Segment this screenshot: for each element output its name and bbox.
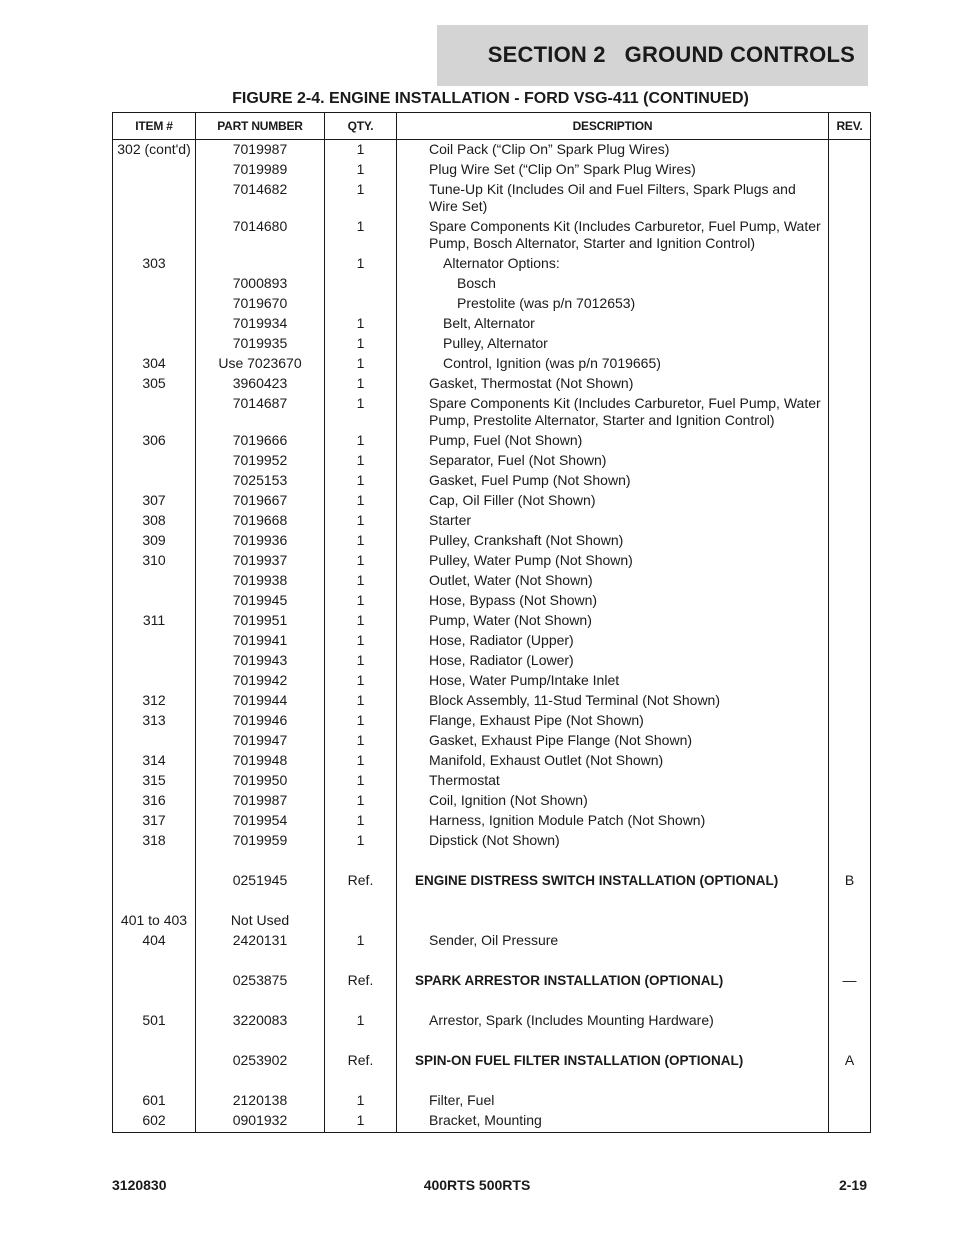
table-row <box>113 431 871 451</box>
part-number-cell: 7025153 <box>196 471 325 491</box>
qty-cell: 1 <box>325 711 397 731</box>
rev-cell <box>829 491 871 511</box>
item-cell: 307 <box>113 491 196 511</box>
rev-cell <box>829 771 871 791</box>
table-row <box>113 751 871 771</box>
rev-cell <box>829 451 871 471</box>
rev-cell <box>829 140 871 160</box>
spacer-cell <box>325 1071 397 1091</box>
table-row <box>113 374 871 394</box>
description-cell: SPIN-ON FUEL FILTER INSTALLATION (OPTIONAL) <box>397 1051 829 1071</box>
part-number-cell: 7019987 <box>196 140 325 160</box>
table-row <box>113 651 871 671</box>
qty-cell: 1 <box>325 451 397 471</box>
rev-cell <box>829 354 871 374</box>
item-cell <box>113 871 196 891</box>
description-cell: Gasket, Thermostat (Not Shown) <box>397 374 829 394</box>
item-cell <box>113 1051 196 1071</box>
table-row <box>113 771 871 791</box>
part-number-cell: 7019954 <box>196 811 325 831</box>
table-row <box>113 691 871 711</box>
spacer-cell <box>196 1071 325 1091</box>
qty-cell: Ref. <box>325 871 397 891</box>
table-row <box>113 354 871 374</box>
spacer-cell <box>325 1031 397 1051</box>
qty-cell: 1 <box>325 671 397 691</box>
description-cell: Gasket, Exhaust Pipe Flange (Not Shown) <box>397 731 829 751</box>
table-row <box>113 731 871 751</box>
item-cell: 404 <box>113 931 196 951</box>
table-row <box>113 394 871 431</box>
item-cell <box>113 471 196 491</box>
qty-cell: 1 <box>325 334 397 354</box>
spacer-cell <box>196 891 325 911</box>
table-spacer-row <box>113 1071 871 1091</box>
description-cell: Hose, Water Pump/Intake Inlet <box>397 671 829 691</box>
qty-cell: 1 <box>325 611 397 631</box>
footer-model: 400RTS 500RTS <box>423 1177 531 1193</box>
item-cell <box>113 591 196 611</box>
spacer-cell <box>397 851 829 871</box>
rev-cell: B <box>829 871 871 891</box>
description-cell: Control, Ignition (was p/n 7019665) <box>397 354 829 374</box>
rev-cell <box>829 314 871 334</box>
rev-cell <box>829 591 871 611</box>
table-row <box>113 451 871 471</box>
qty-cell: 1 <box>325 140 397 160</box>
footer-page-number: 2-19 <box>838 1177 867 1193</box>
rev-cell <box>829 691 871 711</box>
spacer-cell <box>397 951 829 971</box>
table-row <box>113 491 871 511</box>
part-number-cell: 7014682 <box>196 180 325 217</box>
table-spacer-row <box>113 951 871 971</box>
table-row <box>113 811 871 831</box>
spacer-cell <box>113 891 196 911</box>
table-row <box>113 160 871 180</box>
part-number-cell: 7019951 <box>196 611 325 631</box>
description-cell: Bracket, Mounting <box>397 1111 829 1133</box>
qty-cell: 1 <box>325 394 397 431</box>
item-cell <box>113 631 196 651</box>
part-number-cell: 7019944 <box>196 691 325 711</box>
description-cell: Gasket, Fuel Pump (Not Shown) <box>397 471 829 491</box>
qty-cell: 1 <box>325 931 397 951</box>
item-cell <box>113 971 196 991</box>
item-cell: 310 <box>113 551 196 571</box>
part-number-cell: 2120138 <box>196 1091 325 1111</box>
table-row <box>113 931 871 951</box>
rev-cell <box>829 531 871 551</box>
table-row <box>113 711 871 731</box>
description-cell <box>397 911 829 931</box>
part-number-cell: 7019989 <box>196 160 325 180</box>
part-number-cell: 7019670 <box>196 294 325 314</box>
part-number-cell: 2420131 <box>196 931 325 951</box>
table-row <box>113 631 871 651</box>
part-number-cell: 7019943 <box>196 651 325 671</box>
table-section-row <box>113 971 871 991</box>
table-row <box>113 671 871 691</box>
spacer-cell <box>196 991 325 1011</box>
part-number-cell: 7019947 <box>196 731 325 751</box>
description-cell: Hose, Radiator (Upper) <box>397 631 829 651</box>
qty-cell: 1 <box>325 160 397 180</box>
item-cell: 308 <box>113 511 196 531</box>
item-cell: 303 <box>113 254 196 274</box>
qty-cell: 1 <box>325 314 397 334</box>
table-row <box>113 531 871 551</box>
item-cell <box>113 180 196 217</box>
section-header <box>437 25 868 86</box>
description-cell: Hose, Bypass (Not Shown) <box>397 591 829 611</box>
spacer-cell <box>829 951 871 971</box>
rev-cell <box>829 551 871 571</box>
description-cell: Arrestor, Spark (Includes Mounting Hardware) <box>397 1011 829 1031</box>
table-section-row <box>113 871 871 891</box>
description-cell: Sender, Oil Pressure <box>397 931 829 951</box>
item-cell: 317 <box>113 811 196 831</box>
item-cell <box>113 451 196 471</box>
table-row <box>113 551 871 571</box>
rev-cell <box>829 431 871 451</box>
table-row <box>113 511 871 531</box>
rev-cell <box>829 1011 871 1031</box>
rev-cell: — <box>829 971 871 991</box>
table-row <box>113 314 871 334</box>
rev-cell <box>829 217 871 254</box>
part-number-cell: 7019667 <box>196 491 325 511</box>
qty-cell: 1 <box>325 691 397 711</box>
part-number-cell: 0253902 <box>196 1051 325 1071</box>
item-cell: 311 <box>113 611 196 631</box>
spacer-cell <box>113 851 196 871</box>
rev-cell <box>829 1091 871 1111</box>
spacer-cell <box>113 1031 196 1051</box>
qty-cell: 1 <box>325 1111 397 1133</box>
qty-cell: 1 <box>325 631 397 651</box>
description-cell: Flange, Exhaust Pipe (Not Shown) <box>397 711 829 731</box>
part-number-cell: 0901932 <box>196 1111 325 1133</box>
part-number-cell: 7019934 <box>196 314 325 334</box>
part-number-cell: 7019950 <box>196 771 325 791</box>
rev-cell <box>829 831 871 851</box>
item-cell <box>113 274 196 294</box>
rev-cell <box>829 651 871 671</box>
rev-cell <box>829 160 871 180</box>
part-number-cell: Use 7023670 <box>196 354 325 374</box>
spacer-cell <box>325 851 397 871</box>
part-number-cell: 7019935 <box>196 334 325 354</box>
item-cell: 318 <box>113 831 196 851</box>
qty-cell: 1 <box>325 531 397 551</box>
item-cell: 501 <box>113 1011 196 1031</box>
qty-cell: 1 <box>325 651 397 671</box>
column-header-description: DESCRIPTION <box>397 113 829 140</box>
table-row <box>113 471 871 491</box>
part-number-cell <box>196 254 325 274</box>
description-cell: Plug Wire Set (“Clip On” Spark Plug Wires) <box>397 160 829 180</box>
qty-cell: 1 <box>325 771 397 791</box>
item-cell <box>113 217 196 254</box>
rev-cell <box>829 671 871 691</box>
rev-cell <box>829 374 871 394</box>
description-cell: Coil Pack (“Clip On” Spark Plug Wires) <box>397 140 829 160</box>
rev-cell <box>829 931 871 951</box>
rev-cell <box>829 611 871 631</box>
item-cell: 304 <box>113 354 196 374</box>
description-cell: ENGINE DISTRESS SWITCH INSTALLATION (OPTIONAL) <box>397 871 829 891</box>
description-cell: Pulley, Water Pump (Not Shown) <box>397 551 829 571</box>
qty-cell: 1 <box>325 511 397 531</box>
qty-cell <box>325 274 397 294</box>
item-cell <box>113 334 196 354</box>
description-cell: Hose, Radiator (Lower) <box>397 651 829 671</box>
item-cell <box>113 394 196 431</box>
description-cell: Pump, Water (Not Shown) <box>397 611 829 631</box>
table-section-row <box>113 1051 871 1071</box>
qty-cell: 1 <box>325 180 397 217</box>
rev-cell <box>829 751 871 771</box>
part-number-cell: 7019666 <box>196 431 325 451</box>
part-number-cell: 7019936 <box>196 531 325 551</box>
part-number-cell: 7014680 <box>196 217 325 254</box>
description-cell: Alternator Options: <box>397 254 829 274</box>
item-cell: 305 <box>113 374 196 394</box>
spacer-cell <box>829 851 871 871</box>
qty-cell: 1 <box>325 217 397 254</box>
qty-cell: 1 <box>325 591 397 611</box>
qty-cell: 1 <box>325 471 397 491</box>
item-cell <box>113 571 196 591</box>
qty-cell: Ref. <box>325 1051 397 1071</box>
parts-table-body <box>113 140 871 1133</box>
table-spacer-row <box>113 851 871 871</box>
item-cell: 302 (cont'd) <box>113 140 196 160</box>
rev-cell <box>829 731 871 751</box>
part-number-cell: 7000893 <box>196 274 325 294</box>
table-spacer-row <box>113 1031 871 1051</box>
spacer-cell <box>325 951 397 971</box>
description-cell: Cap, Oil Filler (Not Shown) <box>397 491 829 511</box>
rev-cell <box>829 911 871 931</box>
spacer-cell <box>113 951 196 971</box>
description-cell: Coil, Ignition (Not Shown) <box>397 791 829 811</box>
description-cell: Spare Components Kit (Includes Carburetor, Fuel Pump, Water Pump, Bosch Alternator, Starter and Ignition Control) <box>397 217 829 254</box>
table-row <box>113 831 871 851</box>
description-cell: Spare Components Kit (Includes Carburetor, Fuel Pump, Water Pump, Prestolite Alternator, Starter and Ignition Control) <box>397 394 829 431</box>
table-row <box>113 254 871 274</box>
spacer-cell <box>196 851 325 871</box>
table-row <box>113 791 871 811</box>
rev-cell <box>829 334 871 354</box>
description-cell: Separator, Fuel (Not Shown) <box>397 451 829 471</box>
item-cell: 314 <box>113 751 196 771</box>
item-cell: 601 <box>113 1091 196 1111</box>
spacer-cell <box>397 891 829 911</box>
table-spacer-row <box>113 891 871 911</box>
qty-cell: 1 <box>325 731 397 751</box>
table-row <box>113 334 871 354</box>
qty-cell: 1 <box>325 791 397 811</box>
column-header-qty: QTY. <box>325 113 397 140</box>
qty-cell <box>325 911 397 931</box>
table-row <box>113 591 871 611</box>
footer-document-number: 3120830 <box>112 1177 167 1193</box>
description-cell: Filter, Fuel <box>397 1091 829 1111</box>
qty-cell: 1 <box>325 831 397 851</box>
table-row <box>113 140 871 160</box>
part-number-cell: 7019952 <box>196 451 325 471</box>
table-header-row <box>113 113 871 140</box>
spacer-cell <box>325 891 397 911</box>
item-cell <box>113 671 196 691</box>
qty-cell: 1 <box>325 354 397 374</box>
rev-cell <box>829 571 871 591</box>
description-cell: SPARK ARRESTOR INSTALLATION (OPTIONAL) <box>397 971 829 991</box>
part-number-cell: 7019938 <box>196 571 325 591</box>
description-cell: Starter <box>397 511 829 531</box>
table-row <box>113 1091 871 1111</box>
spacer-cell <box>829 1071 871 1091</box>
rev-cell <box>829 511 871 531</box>
description-cell: Dipstick (Not Shown) <box>397 831 829 851</box>
item-cell <box>113 160 196 180</box>
item-cell: 401 to 403 <box>113 911 196 931</box>
rev-cell <box>829 394 871 431</box>
item-cell: 316 <box>113 791 196 811</box>
part-number-cell: 7019941 <box>196 631 325 651</box>
spacer-cell <box>397 991 829 1011</box>
description-cell: Prestolite (was p/n 7012653) <box>397 294 829 314</box>
spacer-cell <box>397 1071 829 1091</box>
spacer-cell <box>325 991 397 1011</box>
table-row <box>113 180 871 217</box>
rev-cell <box>829 711 871 731</box>
qty-cell: 1 <box>325 571 397 591</box>
table-row <box>113 1111 871 1133</box>
qty-cell: 1 <box>325 254 397 274</box>
part-number-cell: 7019987 <box>196 791 325 811</box>
qty-cell: 1 <box>325 551 397 571</box>
qty-cell: 1 <box>325 1091 397 1111</box>
spacer-cell <box>829 891 871 911</box>
part-number-cell: 7019946 <box>196 711 325 731</box>
part-number-cell: 7019959 <box>196 831 325 851</box>
description-cell: Harness, Ignition Module Patch (Not Shown) <box>397 811 829 831</box>
description-cell: Thermostat <box>397 771 829 791</box>
figure-title: FIGURE 2-4. ENGINE INSTALLATION - FORD VSG-411 (CONTINUED) <box>232 90 749 107</box>
part-number-cell: 7019948 <box>196 751 325 771</box>
rev-cell <box>829 811 871 831</box>
item-cell: 309 <box>113 531 196 551</box>
table-row <box>113 217 871 254</box>
description-cell: Belt, Alternator <box>397 314 829 334</box>
column-header-part-number: PART NUMBER <box>196 113 325 140</box>
spacer-cell <box>113 991 196 1011</box>
item-cell <box>113 294 196 314</box>
description-cell: Bosch <box>397 274 829 294</box>
rev-cell <box>829 631 871 651</box>
rev-cell <box>829 791 871 811</box>
description-cell: Block Assembly, 11-Stud Terminal (Not Shown) <box>397 691 829 711</box>
part-number-cell: 0253875 <box>196 971 325 991</box>
column-header-item: ITEM # <box>113 113 196 140</box>
qty-cell: 1 <box>325 751 397 771</box>
description-cell: Tune-Up Kit (Includes Oil and Fuel Filters, Spark Plugs and Wire Set) <box>397 180 829 217</box>
description-cell: Pulley, Crankshaft (Not Shown) <box>397 531 829 551</box>
rev-cell <box>829 254 871 274</box>
table-row <box>113 611 871 631</box>
item-cell <box>113 314 196 334</box>
rev-cell <box>829 471 871 491</box>
item-cell: 312 <box>113 691 196 711</box>
part-number-cell: 0251945 <box>196 871 325 891</box>
spacer-cell <box>196 1031 325 1051</box>
part-number-cell: 7014687 <box>196 394 325 431</box>
item-cell: 306 <box>113 431 196 451</box>
description-cell: Pulley, Alternator <box>397 334 829 354</box>
part-number-cell: 7019942 <box>196 671 325 691</box>
rev-cell <box>829 274 871 294</box>
qty-cell: 1 <box>325 431 397 451</box>
spacer-cell <box>113 1071 196 1091</box>
item-cell: 315 <box>113 771 196 791</box>
item-cell: 602 <box>113 1111 196 1133</box>
part-number-cell: 3220083 <box>196 1011 325 1031</box>
table-row <box>113 294 871 314</box>
section-title: SECTION 2 GROUND CONTROLS <box>487 42 855 67</box>
table-row <box>113 571 871 591</box>
spacer-cell <box>829 1031 871 1051</box>
part-number-cell: 7019668 <box>196 511 325 531</box>
rev-cell <box>829 1111 871 1133</box>
item-cell <box>113 651 196 671</box>
table-row <box>113 274 871 294</box>
item-cell: 313 <box>113 711 196 731</box>
part-number-cell: 3960423 <box>196 374 325 394</box>
qty-cell: 1 <box>325 491 397 511</box>
part-number-cell: 7019945 <box>196 591 325 611</box>
qty-cell: 1 <box>325 374 397 394</box>
spacer-cell <box>196 951 325 971</box>
rev-cell: A <box>829 1051 871 1071</box>
qty-cell: Ref. <box>325 971 397 991</box>
item-cell <box>113 731 196 751</box>
qty-cell: 1 <box>325 811 397 831</box>
table-row <box>113 1011 871 1031</box>
part-number-cell: 7019937 <box>196 551 325 571</box>
spacer-cell <box>397 1031 829 1051</box>
description-cell: Manifold, Exhaust Outlet (Not Shown) <box>397 751 829 771</box>
parts-table <box>112 112 871 1133</box>
table-spacer-row <box>113 991 871 1011</box>
qty-cell <box>325 294 397 314</box>
qty-cell: 1 <box>325 1011 397 1031</box>
part-number-cell: Not Used <box>196 911 325 931</box>
spacer-cell <box>829 991 871 1011</box>
column-header-rev: REV. <box>829 113 871 140</box>
table-row <box>113 911 871 931</box>
rev-cell <box>829 294 871 314</box>
description-cell: Outlet, Water (Not Shown) <box>397 571 829 591</box>
rev-cell <box>829 180 871 217</box>
description-cell: Pump, Fuel (Not Shown) <box>397 431 829 451</box>
